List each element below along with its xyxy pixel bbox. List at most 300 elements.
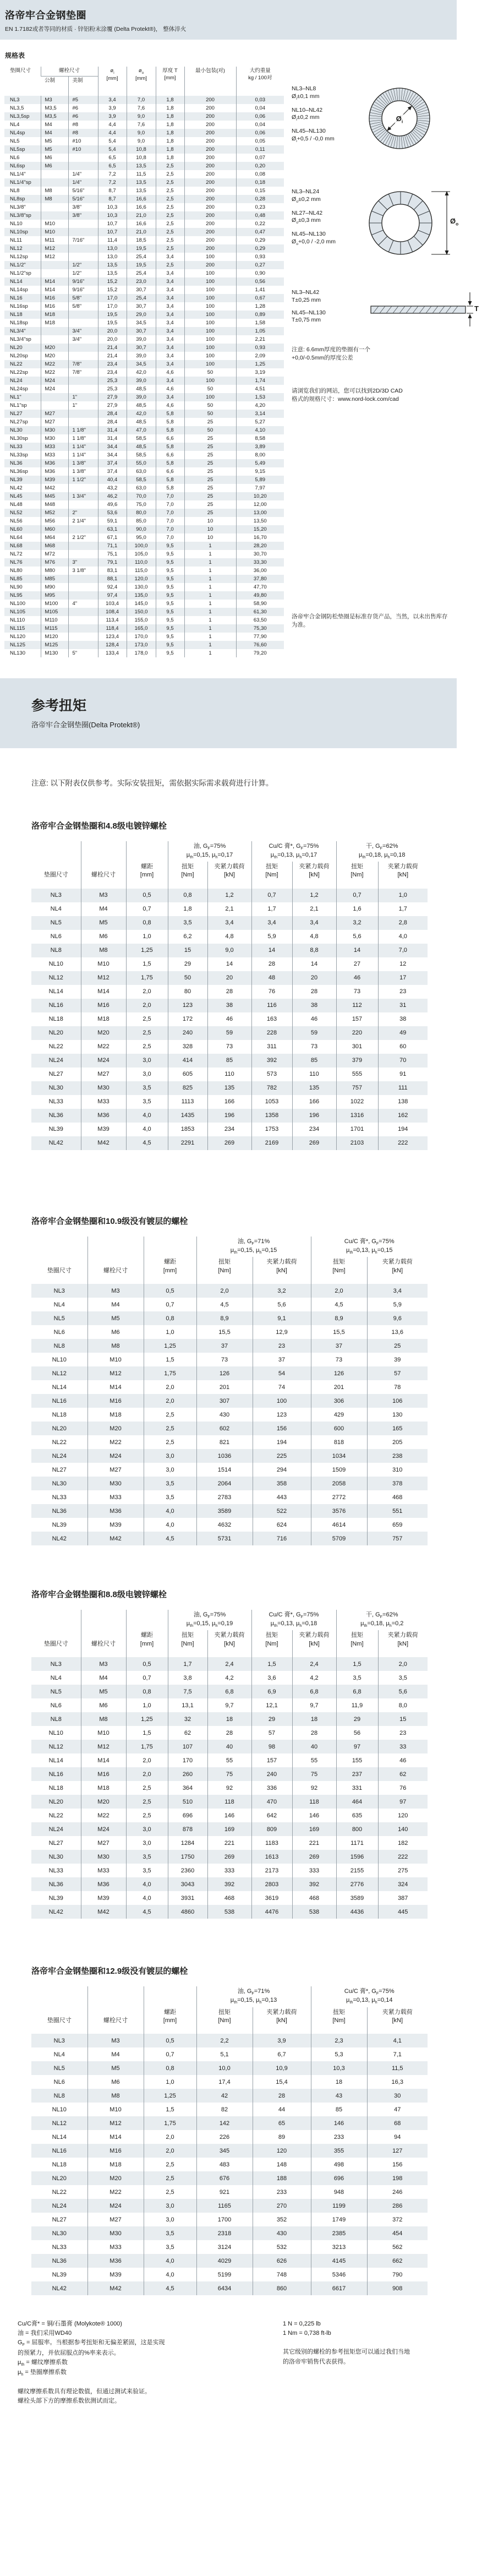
torque-cell: 0,5: [144, 1284, 196, 1298]
spec-cell: 115,0: [127, 567, 156, 575]
torque-cell: 414: [168, 1054, 207, 1068]
torque-cell: 1435: [168, 1109, 207, 1123]
spec-cell: 16,6: [127, 195, 156, 203]
spec-row: [4, 220, 284, 228]
torque-cell: 246: [367, 2185, 428, 2199]
spec-cell: 3,4: [156, 377, 184, 385]
torque-cell: 333: [207, 1864, 251, 1877]
torque-cell: 157: [251, 1753, 292, 1767]
spec-cell: 1 1/4": [68, 443, 98, 451]
spec-row: [4, 509, 284, 517]
torque-cell: M24: [87, 2199, 144, 2213]
torque-row: [31, 1449, 428, 1463]
spec-cell: [68, 253, 98, 261]
spec-cell: 27,9: [98, 401, 127, 410]
torque-row: [31, 2254, 428, 2268]
torque-cell: 146: [311, 2116, 367, 2130]
spec-cell: 1: [184, 558, 236, 567]
torque-cell: NL36: [31, 1504, 87, 1518]
spec-cell: M30: [41, 434, 68, 443]
torque-cell: M3: [81, 889, 126, 902]
spec-cell: 3,4: [156, 352, 184, 360]
torque-cell: 3,0: [126, 1068, 168, 1081]
spec-cell: 77,90: [236, 633, 284, 641]
torque-cell: 1183: [251, 1836, 292, 1850]
torque-cell: 757: [336, 1081, 378, 1095]
spec-cell: 48,5: [127, 443, 156, 451]
torque-cell: 2318: [196, 2226, 253, 2240]
torque-cell: 821: [196, 1435, 253, 1449]
torque-table-heading: 洛帝牢合金钢垫圈和4.8级电镀锌螺栓: [31, 821, 167, 831]
torque-cell: 498: [311, 2158, 367, 2171]
spec-cell: M39: [41, 476, 68, 484]
spec-cell: 39,0: [127, 377, 156, 385]
torque-row: [31, 1864, 428, 1877]
torque-cell: 430: [253, 2226, 311, 2240]
torque-cell: 25: [367, 1339, 428, 1353]
torque-cell: 4,5: [126, 1905, 168, 1919]
torque-cell: 5,6: [253, 1298, 311, 1311]
spec-cell: NL95: [4, 591, 41, 600]
spec-cell: 200: [184, 228, 236, 236]
torque-cell: 182: [378, 1836, 428, 1850]
torque-cell: 107: [168, 1740, 207, 1753]
torque-row: [31, 1353, 428, 1366]
spec-cell: 34,4: [98, 451, 127, 459]
torque-cell: 1316: [336, 1109, 378, 1123]
spec-cell: 37,4: [98, 459, 127, 467]
spec-cell: 3,4: [156, 360, 184, 368]
spec-row: [4, 583, 284, 591]
spec-cell: 3,14: [236, 410, 284, 418]
torque-row: [31, 1740, 428, 1753]
spec-row: [4, 624, 284, 633]
spec-cell: 1,74: [236, 377, 284, 385]
torque-cell: M30: [87, 2226, 144, 2240]
spec-cell: 0,47: [236, 228, 284, 236]
spec-cell: NL1/4": [10, 171, 26, 177]
spec-cell: 118,4: [98, 624, 127, 633]
spec-cell: 1 3/8": [68, 459, 98, 467]
torque-row: [31, 1767, 428, 1781]
spec-cell: 1 1/4": [68, 451, 98, 459]
spec-cell: 10,20: [236, 492, 284, 500]
spec-cell: 3,4: [98, 96, 127, 104]
spec-cell: 7,0: [156, 525, 184, 533]
torque-cell: 1,7: [378, 902, 428, 916]
spec-cell: 7,0: [156, 500, 184, 509]
definition-line: $\mu_{th}$ = 螺纹摩擦系数: [18, 2359, 68, 2367]
torque-cell: 333: [292, 1864, 336, 1877]
spec-row: [4, 121, 284, 129]
spec-cell: 2,21: [236, 335, 284, 344]
spec-cell: NL3,5sp: [4, 112, 41, 121]
spec-cell: 29,0: [127, 311, 156, 319]
spec-cell: M120: [41, 633, 68, 641]
spec-cell: 5,27: [236, 418, 284, 426]
spec-cell: 3,4: [156, 294, 184, 302]
torque-cell: 4,8: [292, 930, 336, 944]
torque-cell: 44: [253, 2103, 311, 2116]
spec-cell: 9,15: [236, 467, 284, 476]
spec-cell: 10,3: [98, 203, 127, 211]
spec-cell: NL16: [4, 294, 41, 302]
spec-cell: 30,7: [127, 344, 156, 352]
spec-cell: 25,3: [98, 385, 127, 393]
spec-cell: 100: [184, 302, 236, 311]
spec-cell: 71,1: [98, 542, 127, 550]
torque-cell: 76: [378, 1781, 428, 1795]
spec-cell: 75,1: [98, 550, 127, 558]
spec-cell: NL3: [4, 96, 41, 104]
torque-cell: 605: [168, 1068, 207, 1081]
torque-cell: 12: [378, 957, 428, 971]
spec-cell: 50: [184, 385, 236, 393]
spec-cell: 80,0: [127, 509, 156, 517]
spec-row: [4, 302, 284, 311]
spec-cell: M76: [41, 558, 68, 567]
spec-cell: 25: [184, 500, 236, 509]
spec-cell: 48,5: [127, 418, 156, 426]
spec-cell: 11,5: [127, 170, 156, 178]
cad-link[interactable]: www.nord-lock.com/cad: [338, 396, 399, 403]
torque-cell: 28: [253, 2089, 311, 2103]
torque-cell: 2,0: [311, 1284, 367, 1298]
spec-cell: NL125: [4, 641, 41, 649]
torque-cell: 3931: [168, 1891, 207, 1905]
torque-cell: 1,75: [126, 971, 168, 985]
spec-cell: 6,6: [156, 467, 184, 476]
torque-cell: 98: [251, 1740, 292, 1753]
spec-cell: 200: [184, 170, 236, 178]
spec-cell: 49,80: [236, 591, 284, 600]
inner-diameter-diagram-block: [292, 85, 457, 153]
torque-cell: NL14: [48, 1757, 63, 1764]
torque-cell: M16: [81, 1767, 126, 1781]
spec-row: [4, 335, 284, 344]
spec-cell: 25: [184, 476, 236, 484]
spec-cell: [68, 228, 98, 236]
spec-cell: 9/16": [68, 286, 98, 294]
spec-table-heading: 规格表: [5, 52, 25, 59]
spec-cell: 1 1/2": [68, 476, 98, 484]
torque-cell: 310: [367, 1463, 428, 1477]
spec-cell: 3,4: [156, 311, 184, 319]
torque-cell: 306: [311, 1394, 367, 1408]
spec-cell: 0,22: [236, 220, 284, 228]
torque-cell: 392: [207, 1877, 251, 1891]
torque-cell: 1,2: [292, 889, 336, 902]
spec-cell: 155,0: [127, 616, 156, 624]
spec-row: [4, 104, 284, 112]
spec-cell: [68, 583, 98, 591]
spec-cell: 3,4: [156, 253, 184, 261]
spec-cell: NL12sp: [10, 253, 28, 260]
outer-diameter-label: $Ø_o$: [450, 217, 459, 227]
spec-cell: 165,0: [127, 624, 156, 633]
torque-cell: 33: [378, 1740, 428, 1753]
spec-cell: 200: [184, 261, 236, 269]
spec-cell: 200: [184, 104, 236, 112]
spec-cell: 200: [184, 220, 236, 228]
spec-cell: 0,27: [236, 261, 284, 269]
torque-cell: 328: [168, 1040, 207, 1054]
spec-cell: NL4: [10, 121, 20, 128]
spec-row: [4, 211, 284, 220]
spec-cell: 19,5: [98, 319, 127, 327]
spec-cell: 21,4: [98, 352, 127, 360]
torque-cell: NL24: [31, 1822, 81, 1836]
torque-cell: 2,0: [144, 1394, 196, 1408]
spec-cell: 200: [184, 203, 236, 211]
spec-cell: [68, 542, 98, 550]
spec-cell: M6: [41, 154, 68, 162]
torque-cell: 5,9: [367, 1298, 428, 1311]
torque-cell: 0,7: [126, 902, 168, 916]
torque-table: [31, 841, 428, 1150]
col-washer-size: 垫圈尺寸: [43, 1640, 68, 1647]
torque-row: [31, 1068, 428, 1081]
spec-cell: 3,4: [156, 344, 184, 352]
spec-cell: #8: [68, 121, 98, 129]
spec-cell: 25: [184, 509, 236, 517]
spec-cell: 200: [184, 236, 236, 244]
torque-cell: NL22: [48, 1043, 63, 1050]
torque-cell: NL20: [31, 1026, 81, 1040]
spec-cell: 39,0: [127, 352, 156, 360]
spec-cell: 6,6: [156, 451, 184, 459]
torque-cell: 483: [196, 2158, 253, 2171]
spec-cell: 1": [68, 401, 98, 410]
spec-cell: 25: [184, 484, 236, 492]
torque-cell: 331: [336, 1781, 378, 1795]
torque-cell: 6,2: [168, 930, 207, 944]
spec-cell: 9,5: [156, 624, 184, 633]
torque-cell: 2,5: [126, 1026, 168, 1040]
spec-cell: M24: [41, 377, 68, 385]
torque-cell: NL3: [31, 1657, 81, 1671]
spec-cell: 23,4: [98, 360, 127, 368]
spec-cell: 6,5: [98, 154, 127, 162]
spec-cell: 49,6: [98, 500, 127, 509]
torque-cell: 1700: [196, 2213, 253, 2226]
spec-cell: M4: [41, 129, 68, 137]
spec-row: [4, 377, 284, 385]
spec-cell: NL10sp: [4, 228, 41, 236]
torque-cell: M12: [81, 1740, 126, 1753]
spec-row: [4, 401, 284, 410]
torque-cell: 3,4: [251, 916, 292, 930]
torque-cell: NL14: [52, 2133, 67, 2141]
spec-row: [4, 253, 284, 261]
spec-cell: 0,06: [236, 112, 284, 121]
torque-cell: 468: [292, 1891, 336, 1905]
spec-cell: M60: [41, 525, 68, 533]
spec-cell: 19,5: [127, 261, 156, 269]
torque-cell: 146: [207, 1809, 251, 1822]
spec-cell: [68, 641, 98, 649]
torque-cell: 65: [253, 2116, 311, 2130]
condition-group-header: Cu/C 膏*, $G_F=75\%$ $\mu_{th}=0,13$, $\mu_h=0,18$: [251, 1610, 336, 1630]
torque-cell: 110: [292, 1068, 336, 1081]
definition-line: 油 = 我们采用WD40: [18, 2330, 72, 2337]
spec-cell: [41, 327, 68, 335]
torque-cell: NL14: [52, 1384, 67, 1391]
torque-cell: 2169: [251, 1136, 292, 1150]
spec-cell: [68, 220, 98, 228]
torque-cell: 23: [378, 1726, 428, 1740]
spec-cell: 1": [68, 393, 98, 401]
torque-cell: 14: [251, 944, 292, 957]
torque-cell: 3576: [311, 1504, 367, 1518]
spec-cell: 200: [184, 187, 236, 195]
spec-cell: M10: [41, 228, 68, 236]
torque-cell: 642: [251, 1809, 292, 1822]
torque-cell: 3,5: [144, 1477, 196, 1490]
torque-row: [31, 1809, 428, 1822]
spec-cell: M3,5: [41, 104, 68, 112]
torque-row: [31, 1685, 428, 1698]
spec-row: [4, 360, 284, 368]
spec-cell: NL8: [10, 187, 20, 194]
col-torque: 扭矩 [Nm]: [336, 862, 378, 889]
spec-cell: 7,6: [127, 104, 156, 112]
spec-cell: 13,0: [98, 253, 127, 261]
spec-cell: NL18sp: [10, 319, 28, 326]
spec-cell: NL33sp: [10, 451, 28, 458]
spec-row: [4, 244, 284, 253]
torque-cell: 2,5: [144, 1422, 196, 1435]
spec-row: [4, 434, 284, 443]
torque-cell: 3589: [196, 1504, 253, 1518]
torque-cell: M3: [87, 2034, 144, 2047]
torque-cell: NL33: [48, 1098, 63, 1105]
torque-cell: 4145: [311, 2254, 367, 2268]
spec-cell: 1: [184, 591, 236, 600]
spec-section: [0, 51, 479, 657]
torque-cell: 4,0: [144, 1518, 196, 1532]
torque-cell: 5,6: [378, 1685, 428, 1698]
spec-cell: NL3/4": [4, 327, 41, 335]
torque-cell: 5346: [311, 2268, 367, 2281]
spec-row: [4, 368, 284, 377]
spec-cell: NL130: [10, 650, 25, 656]
torque-cell: 1509: [311, 1463, 367, 1477]
torque-cell: NL3: [31, 889, 81, 902]
spec-row: [4, 154, 284, 162]
torque-row: [31, 1504, 428, 1518]
torque-cell: 89: [253, 2130, 311, 2144]
torque-row: [31, 1532, 428, 1545]
spec-cell: 20,0: [98, 327, 127, 335]
torque-cell: 5731: [196, 1532, 253, 1545]
spec-cell: M52: [41, 509, 68, 517]
torque-cell: 9,7: [207, 1698, 251, 1712]
torque-cell: 3,2: [253, 1284, 311, 1298]
spec-cell: M8: [41, 187, 68, 195]
torque-row: [31, 1850, 428, 1864]
torque-cell: 37: [311, 1339, 367, 1353]
torque-cell: 2,3: [311, 2034, 367, 2047]
spec-cell: 19,5: [127, 244, 156, 253]
outer-diameter-diagram-block: [292, 188, 457, 259]
torque-cell: 234: [292, 1123, 336, 1136]
spec-cell: 4,4: [98, 121, 127, 129]
spec-cell: 34,4: [98, 443, 127, 451]
spec-row: [4, 608, 284, 616]
spec-cell: 7/8": [68, 368, 98, 377]
spec-cell: 1,05: [236, 327, 284, 335]
torque-cell: 1,8: [168, 902, 207, 916]
torque-row: [31, 889, 428, 902]
torque-cell: 146: [292, 1809, 336, 1822]
torque-cell: 4,0: [378, 930, 428, 944]
torque-cell: 240: [168, 1026, 207, 1040]
spec-cell: M125: [41, 641, 68, 649]
spec-cell: 13,5: [127, 162, 156, 170]
torque-row: [31, 2034, 428, 2047]
spec-cell: 100: [184, 360, 236, 368]
spec-cell: 7,0: [156, 509, 184, 517]
spec-cell: 25,4: [127, 269, 156, 277]
thickness-tolerances: [292, 289, 364, 329]
spec-row: [4, 616, 284, 624]
spec-cell: 1: [184, 567, 236, 575]
col-pitch: 螺距 [mm]: [126, 1610, 168, 1657]
spec-cell: M36: [41, 467, 68, 476]
torque-cell: NL3: [31, 2034, 87, 2047]
spec-cell: 15,2: [98, 286, 127, 294]
spec-row: [4, 385, 284, 393]
spec-cell: 1,8: [156, 129, 184, 137]
torque-cell: 1171: [336, 1836, 378, 1850]
spec-cell: 8,7: [98, 187, 127, 195]
torque-cell: NL36: [31, 2254, 87, 2268]
spec-cell: 2,5: [156, 203, 184, 211]
spec-cell: 200: [184, 162, 236, 170]
col-clamp-load: 夹紧力载荷 [kN]: [367, 2007, 428, 2034]
torque-cell: 5,6: [336, 930, 378, 944]
torque-cell: 2,5: [144, 2158, 196, 2171]
torque-row: [31, 1463, 428, 1477]
torque-cell: 140: [378, 1822, 428, 1836]
spec-row: [4, 286, 284, 294]
torque-cell: 73: [196, 1353, 253, 1366]
torque-cell: 908: [367, 2281, 428, 2295]
torque-cell: 748: [253, 2268, 311, 2281]
torque-row: [31, 1298, 428, 1311]
torque-cell: M10: [87, 1353, 144, 1366]
torque-cell: 156: [253, 1422, 311, 1435]
spec-cell: NL5sp: [4, 145, 41, 154]
torque-cell: 4,5: [144, 2281, 196, 2295]
spec-cell: 5,89: [236, 476, 284, 484]
torque-cell: 3,5: [144, 2240, 196, 2254]
spec-cell: 9,5: [156, 575, 184, 583]
torque-cell: 716: [253, 1532, 311, 1545]
spec-cell: NL64: [10, 534, 23, 541]
spec-cell: NL27sp: [10, 418, 28, 425]
spec-row: [4, 319, 284, 327]
torque-table: [31, 1237, 428, 1545]
torque-cell: 355: [311, 2144, 367, 2158]
torque-cell: 2,0: [126, 1753, 168, 1767]
torque-cell: 40: [207, 1740, 251, 1753]
spec-cell: 97,4: [98, 591, 127, 600]
spec-cell: 0,20: [236, 162, 284, 170]
torque-cell: 7,0: [378, 944, 428, 957]
spec-cell: M22: [41, 368, 68, 377]
